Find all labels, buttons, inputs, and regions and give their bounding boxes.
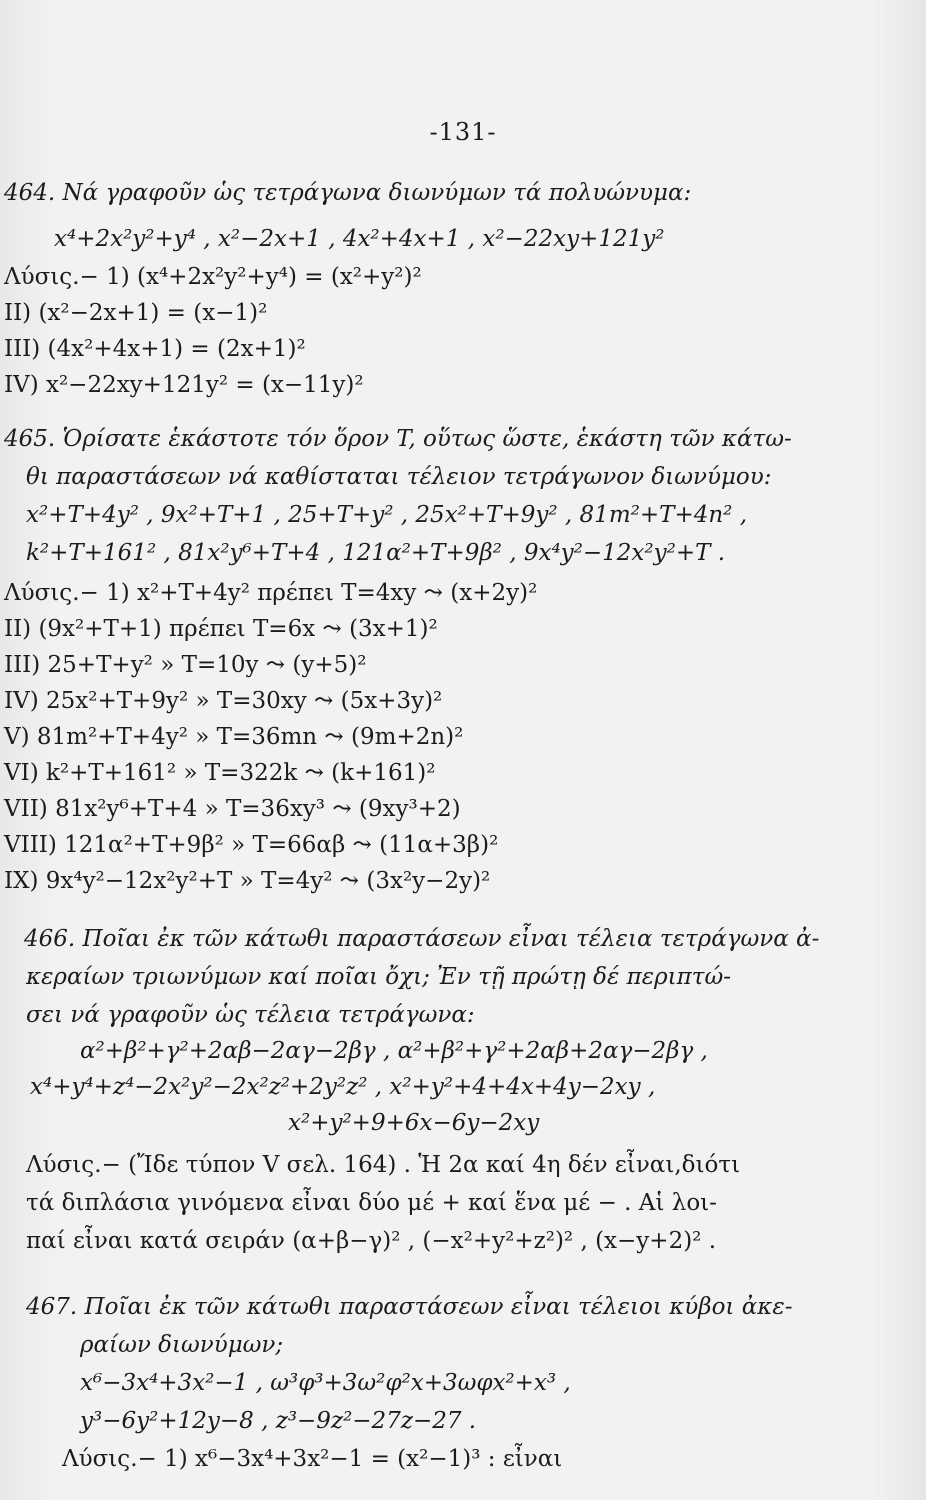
- solution-465-line-1: Λύσις.− 1) x²+T+4y² πρέπει T=4xy ⤳ (x+2y)²: [4, 580, 538, 606]
- problem-466-expressions-1: α²+β²+γ²+2αβ−2αγ−2βγ , α²+β²+γ²+2αβ+2αγ−2βγ ,: [80, 1038, 708, 1064]
- problem-466-statement-2: κεραίων τριωνύμων καί ποῖαι ὄχι; Ἐν τῇ πρώτῃ δέ περιπτώ-: [26, 964, 731, 990]
- solution-466-line-3: παί εἶναι κατά σειράν (α+β−γ)² , (−x²+y²+z²)² , (x−y+2)² .: [26, 1228, 717, 1254]
- solution-464-line-3: III) (4x²+4x+1) = (2x+1)²: [4, 336, 306, 362]
- problem-465-statement-2: θι παραστάσεων νά καθίσταται τέλειον τετράγωνον διωνύμου:: [26, 464, 772, 490]
- problem-465-expressions-2: k²+T+161² , 81x²y⁶+T+4 , 121α²+T+9β² , 9x⁴y²−12x²y²+T .: [26, 540, 726, 566]
- solution-464-line-4: IV) x²−22xy+121y² = (x−11y)²: [4, 372, 364, 398]
- problem-464-statement: 464. Νά γραφοῦν ὡς τετράγωνα διωνύμων τά πολυώνυμα:: [4, 180, 692, 206]
- solution-467-line-1: Λύσις.− 1) x⁶−3x⁴+3x²−1 = (x²−1)³ : εἶναι: [62, 1446, 563, 1472]
- problem-467-expressions-2: y³−6y²+12y−8 , z³−9z²−27z−27 .: [80, 1408, 477, 1434]
- solution-465-line-8: VIII) 121α²+T+9β² » T=66αβ ⤳ (11α+3β)²: [4, 832, 499, 858]
- problem-467-statement-2: ραίων διωνύμων;: [80, 1332, 284, 1358]
- solution-465-line-3: III) 25+T+y² » T=10y ⤳ (y+5)²: [4, 652, 367, 678]
- solution-466-line-2: τά διπλάσια γινόμενα εἶναι δύο μέ + καί ἕνα μέ − . Αἱ λοι-: [26, 1190, 717, 1216]
- solution-465-line-5: V) 81m²+T+4y² » T=36mn ⤳ (9m+2n)²: [4, 724, 464, 750]
- solution-465-line-9: IX) 9x⁴y²−12x²y²+T » T=4y² ⤳ (3x²y−2y)²: [4, 868, 491, 894]
- solution-465-line-4: IV) 25x²+T+9y² » T=30xy ⤳ (5x+3y)²: [4, 688, 443, 714]
- problem-467-expressions-1: x⁶−3x⁴+3x²−1 , ω³φ³+3ω²φ²x+3ωφx²+x³ ,: [80, 1370, 571, 1396]
- problem-465-statement-1: 465. Ὁρίσατε ἑκάστοτε τόν ὅρον T, οὕτως ὥστε, ἑκάστη τῶν κάτω-: [4, 426, 792, 452]
- problem-466-statement-1: 466. Ποῖαι ἐκ τῶν κάτωθι παραστάσεων εἶναι τέλεια τετράγωνα ἀ-: [24, 926, 820, 952]
- problem-465-expressions-1: x²+T+4y² , 9x²+T+1 , 25+T+y² , 25x²+T+9y² , 81m²+T+4n² ,: [26, 502, 748, 528]
- solution-465-line-7: VII) 81x²y⁶+T+4 » T=36xy³ ⤳ (9xy³+2): [4, 796, 461, 822]
- solution-464-line-1: Λύσις.− 1) (x⁴+2x²y²+y⁴) = (x²+y²)²: [4, 264, 422, 290]
- page-number: -131-: [429, 118, 497, 146]
- solution-464-line-2: II) (x²−2x+1) = (x−1)²: [4, 300, 268, 326]
- problem-467-statement-1: 467. Ποῖαι ἐκ τῶν κάτωθι παραστάσεων εἶναι τέλειοι κύβοι ἀκε-: [26, 1294, 793, 1320]
- solution-466-line-1: Λύσις.− (Ἴδε τύπον V σελ. 164) . Ἡ 2α καί 4η δέν εἶναι,διότι: [26, 1152, 741, 1178]
- problem-466-expressions-3: x²+y²+9+6x−6y−2xy: [288, 1110, 540, 1136]
- solution-465-line-6: VI) k²+T+161² » T=322k ⤳ (k+161)²: [4, 760, 436, 786]
- problem-466-statement-3: σει νά γραφοῦν ὡς τέλεια τετράγωνα:: [26, 1002, 475, 1028]
- problem-464-expressions: x⁴+2x²y²+y⁴ , x²−2x+1 , 4x²+4x+1 , x²−22xy+121y²: [54, 226, 665, 252]
- solution-465-line-2: II) (9x²+T+1) πρέπει T=6x ⤳ (3x+1)²: [4, 616, 438, 642]
- problem-466-expressions-2: x⁴+y⁴+z⁴−2x²y²−2x²z²+2y²z² , x²+y²+4+4x+4y−2xy ,: [30, 1074, 656, 1100]
